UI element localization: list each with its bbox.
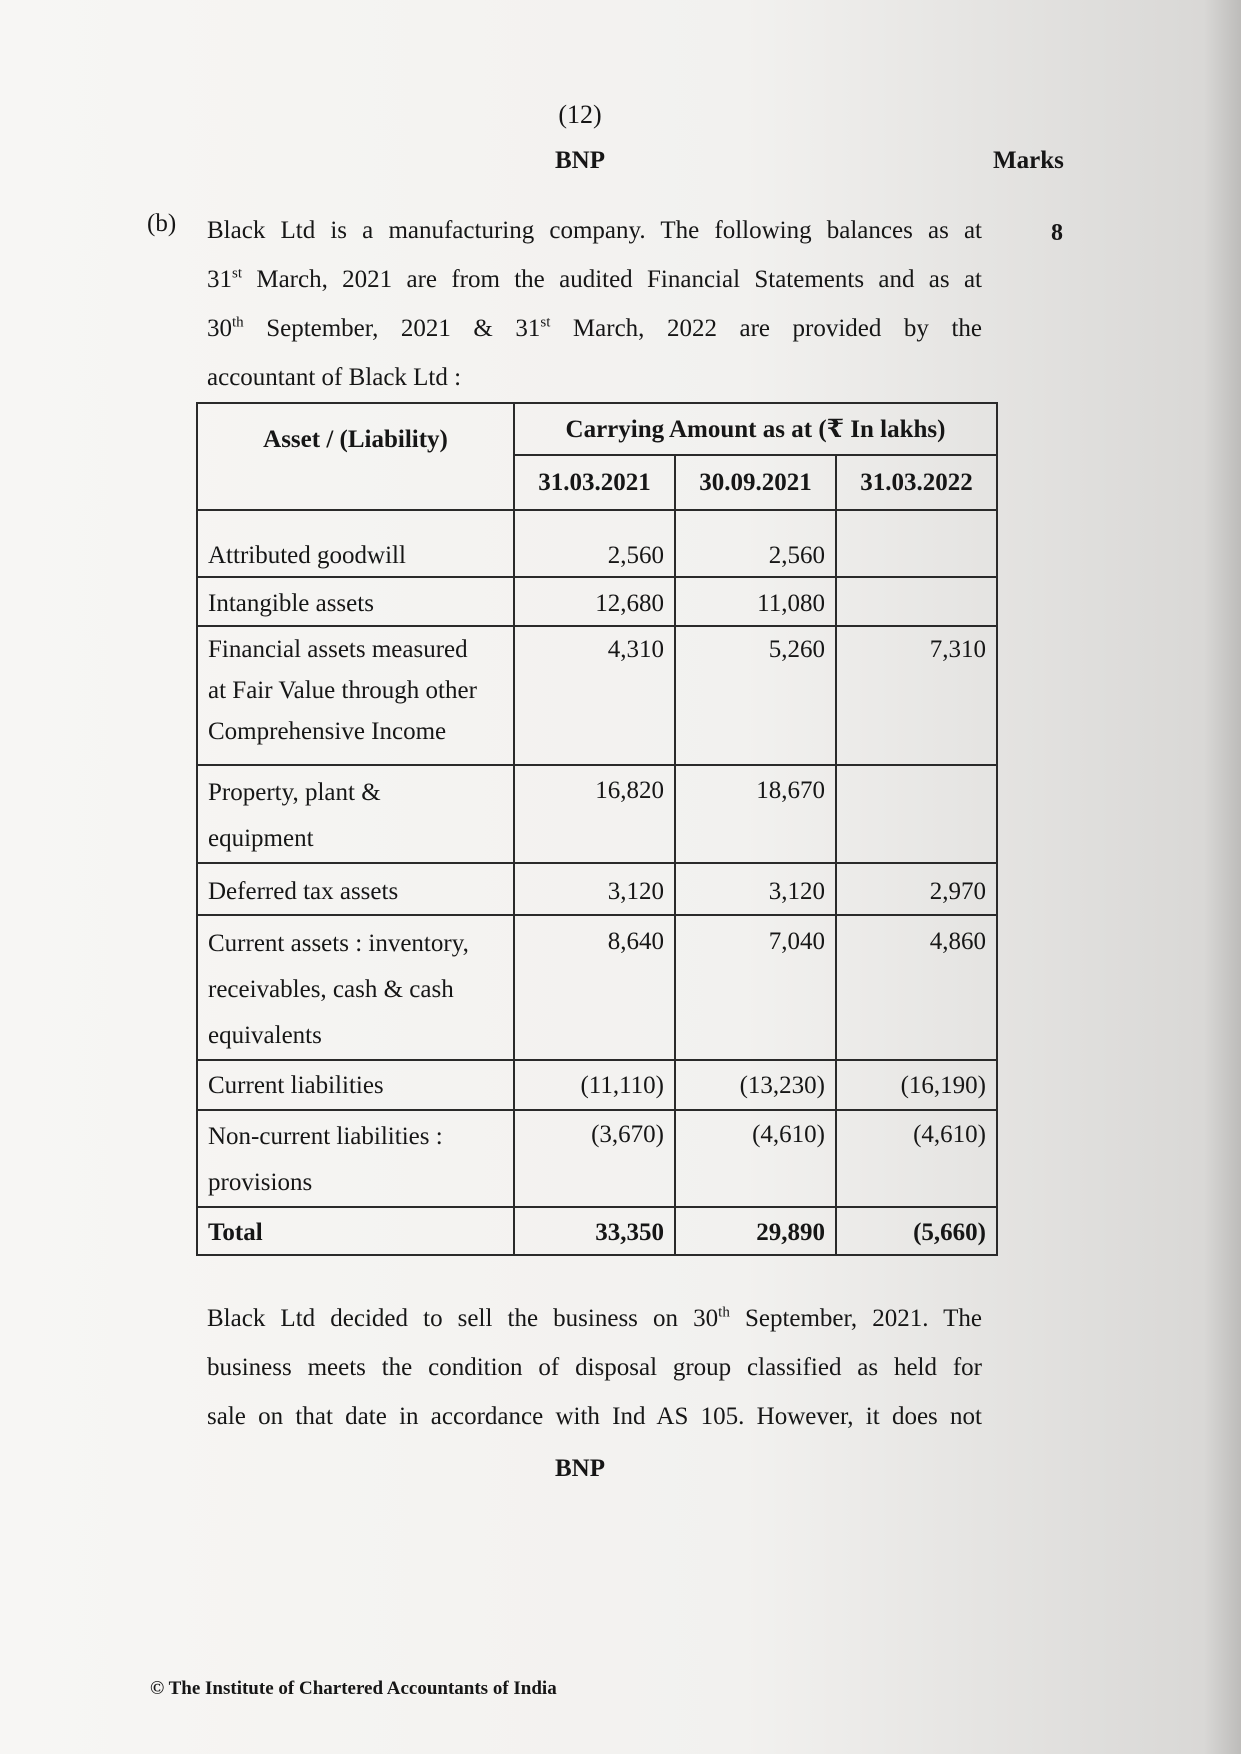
table-row-ppe xyxy=(197,765,997,863)
row-value-1: 4,310 xyxy=(514,626,675,765)
intro-line-1: Black Ltd is a manufacturing company. The following balances as at xyxy=(207,217,982,244)
row-value-3: (16,190) xyxy=(836,1060,997,1110)
carrying-amount-table xyxy=(196,402,998,1256)
row-value-1: 3,120 xyxy=(514,863,675,915)
table-row-goodwill xyxy=(197,510,997,577)
page-number: (12) xyxy=(558,100,602,129)
table-row-current-liabilities xyxy=(197,1060,997,1110)
row-label: Total xyxy=(197,1207,514,1255)
row-value-2: 3,120 xyxy=(675,863,836,915)
row-value-2: 18,670 xyxy=(675,765,836,863)
row-label: Deferred tax assets xyxy=(197,863,514,915)
row-value-1: 16,820 xyxy=(514,765,675,863)
intro-line-3: 30th September, 2021 & 31st March, 2022 are provided by the xyxy=(207,314,982,342)
footer-code: BNP xyxy=(555,1455,605,1482)
after-line-3: sale on that date in accordance with Ind AS 105. However, it does not xyxy=(207,1403,982,1430)
intro-line-4: accountant of Black Ltd : xyxy=(207,364,462,391)
row-value-3: (5,660) xyxy=(836,1207,997,1255)
row-value-2: (4,610) xyxy=(675,1110,836,1207)
row-value-2: 11,080 xyxy=(675,577,836,626)
date-header-2: 30.09.2021 xyxy=(675,455,836,510)
row-label: Current liabilities xyxy=(197,1060,514,1110)
asset-liability-header: Asset / (Liability) xyxy=(197,403,514,510)
marks-column-label: Marks xyxy=(993,147,1064,174)
row-value-1: 8,640 xyxy=(514,915,675,1060)
row-value-3: 4,860 xyxy=(836,915,997,1060)
row-label: Property, plant & equipment xyxy=(197,765,514,863)
table-row-total xyxy=(197,1207,997,1255)
table-row-noncurrent-liabilities xyxy=(197,1110,997,1207)
question-part-label: (b) xyxy=(147,210,177,237)
intro-line-2: 31st March, 2021 are from the audited Financial Statements and as at xyxy=(207,265,982,293)
after-line-2: business meets the condition of disposal group classified as held for xyxy=(207,1354,982,1381)
row-value-3 xyxy=(836,577,997,626)
table-row-current-assets xyxy=(197,915,997,1060)
row-label: Financial assets measured at Fair Value through other Comprehensive Income xyxy=(197,626,514,765)
header-code: BNP xyxy=(555,147,605,174)
row-value-2: 2,560 xyxy=(675,510,836,577)
row-value-2: 29,890 xyxy=(675,1207,836,1255)
row-value-1: 2,560 xyxy=(514,510,675,577)
copyright-notice: © The Institute of Chartered Accountants of India xyxy=(150,1678,557,1699)
row-value-2: 7,040 xyxy=(675,915,836,1060)
row-value-2: (13,230) xyxy=(675,1060,836,1110)
row-value-3: 2,970 xyxy=(836,863,997,915)
question-intro xyxy=(207,206,982,402)
row-value-1: (11,110) xyxy=(514,1060,675,1110)
row-value-2: 5,260 xyxy=(675,626,836,765)
row-value-3 xyxy=(836,765,997,863)
table-row-deferred-tax xyxy=(197,863,997,915)
question-continuation xyxy=(207,1294,982,1441)
row-value-3 xyxy=(836,510,997,577)
row-value-1: 33,350 xyxy=(514,1207,675,1255)
date-header-3: 31.03.2022 xyxy=(836,455,997,510)
question-marks: 8 xyxy=(1051,220,1063,246)
row-value-1: (3,670) xyxy=(514,1110,675,1207)
row-value-1: 12,680 xyxy=(514,577,675,626)
row-value-3: (4,610) xyxy=(836,1110,997,1207)
after-line-1: Black Ltd decided to sell the business on 30th September, 2021. The xyxy=(207,1304,983,1332)
row-label: Current assets : inventory, receivables, cash & cash equivalents xyxy=(197,915,514,1060)
row-label: Intangible assets xyxy=(197,577,514,626)
row-label: Non-current liabilities : provisions xyxy=(197,1110,514,1207)
row-label: Attributed goodwill xyxy=(197,510,514,577)
table-row-financial-assets xyxy=(197,626,997,765)
table-row-intangible xyxy=(197,577,997,626)
date-header-1: 31.03.2021 xyxy=(514,455,675,510)
row-value-3: 7,310 xyxy=(836,626,997,765)
table-header-row xyxy=(197,403,997,455)
carrying-amount-header: Carrying Amount as at (₹ In lakhs) xyxy=(514,403,997,455)
